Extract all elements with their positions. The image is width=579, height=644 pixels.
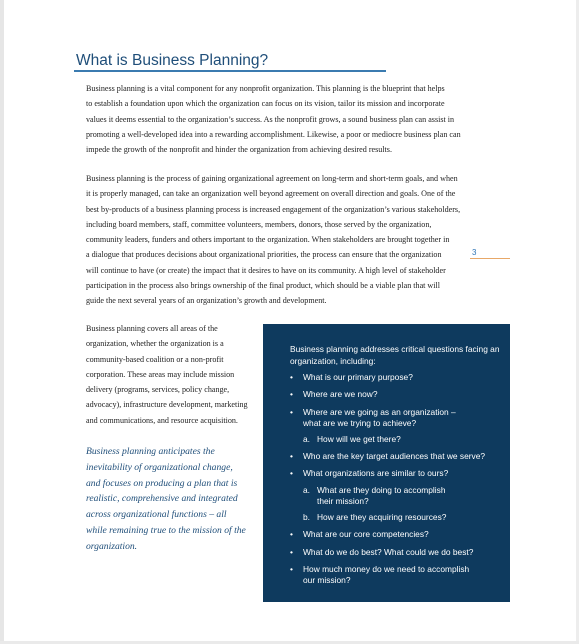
paragraph-line: and communications, and resource acquisition.	[86, 415, 238, 425]
paragraph-line: a dialogue that produces decisions about organizational priorities, the process can ensure that the organization	[86, 250, 442, 260]
question-text: Who are the key target audiences that we serve?	[303, 451, 486, 462]
paragraph-line: best by-products of a business planning process is increased engagement of the organization’s various stakeholders,	[86, 204, 461, 214]
sub-question-text: How will we get there?	[317, 433, 401, 444]
question-item	[290, 547, 505, 558]
question-text: What do we do best? What could we do best?	[303, 546, 474, 557]
paragraph-line: promoting a well-developed idea into a rewarding accomplishment. Likewise, a poor or mediocre business plan can	[86, 129, 461, 139]
sub-question-letter: a.	[303, 433, 310, 444]
paragraph-line: organization, whether the organization is a	[86, 339, 224, 349]
sub-question-item	[290, 512, 505, 523]
question-item	[290, 372, 505, 383]
paragraph-line: including board members, staff, committee volunteers, members, donors, those served by the organization,	[86, 219, 432, 229]
sub-question-letter: a.	[303, 484, 310, 495]
process-paragraph	[86, 171, 461, 309]
paragraph-line: impede the growth of the nonprofit and hinder the organization from achieving desired results.	[86, 145, 392, 155]
paragraph-line: delivery (programs, services, policy change,	[86, 385, 230, 395]
paragraph-line: Business planning is the process of gaining organizational agreement on long-term and short-term goals, and when	[86, 174, 458, 183]
sub-question-item	[290, 434, 505, 445]
paragraph-line: participation in the process also brings ownership of the final product, which should be a viable plan that will	[86, 281, 441, 291]
pull-quote	[86, 444, 261, 555]
paragraph-line: corporation. These areas may include mission	[86, 369, 235, 379]
bullet-icon: •	[290, 406, 293, 417]
question-text: What are our core competencies?	[303, 529, 429, 540]
bullet-icon: •	[290, 468, 293, 479]
question-item	[290, 407, 505, 429]
paragraph-line: community leaders, funders and others important to the organization. When stakeholders are brought together in	[86, 235, 450, 245]
box-intro: Business planning addresses critical questions facing an organization, including:	[290, 344, 500, 366]
paragraph-line: will continue to have (or create) the impact that it desires to have on its community. A high level of stakeholder	[86, 265, 446, 275]
questions-sidebar-box	[263, 324, 510, 602]
paragraph-line: to establish a foundation upon which the organization can focus on its vision, tailor its mission and incorporate	[86, 99, 445, 109]
question-text: Where are we now?	[303, 389, 378, 400]
quote-line: across organizational functions – all	[86, 509, 227, 521]
sub-question-text: their mission?	[317, 495, 369, 506]
quote-line: Business planning anticipates the	[86, 446, 215, 457]
sub-question-item	[290, 485, 505, 507]
quote-line: organization.	[86, 540, 138, 552]
question-item	[290, 389, 505, 400]
quote-line: realistic, comprehensive and integrated	[86, 493, 238, 505]
question-item	[290, 529, 505, 540]
intro-paragraph	[86, 81, 461, 157]
sub-question-text: How are they acquiring resources?	[317, 512, 447, 523]
question-text: Where are we going as an organization –	[303, 406, 456, 417]
paragraph-line: advocacy), infrastructure development, marketing	[86, 400, 248, 410]
paragraph-line: guide the next several years of an organization’s growth and development.	[86, 296, 327, 306]
paragraph-line: community-based coalition or a non-profit	[86, 354, 224, 364]
paragraph-line: values it deems essential to the organization’s success. As the nonprofit grows, a sound business plan can assist in	[86, 114, 455, 124]
page-number: 3	[472, 248, 477, 257]
question-item	[290, 451, 505, 462]
bullet-icon: •	[290, 546, 293, 557]
quote-line: and focuses on producing a plan that is	[86, 477, 238, 489]
paragraph-line: Business planning is a vital component for any nonprofit organization. This planning is the blueprint that helps	[86, 84, 445, 93]
question-text: What is our primary purpose?	[303, 372, 413, 382]
title-underline	[74, 70, 386, 72]
paragraph-line: Business planning covers all areas of the	[86, 324, 218, 333]
sub-question-letter: b.	[303, 512, 310, 523]
questions-list	[290, 372, 505, 592]
sub-question-text: What are they doing to accomplish	[317, 484, 446, 495]
page-title: What is Business Planning?	[76, 52, 269, 69]
quote-line: inevitability of organizational change,	[86, 461, 233, 473]
paragraph-line: it is properly managed, can take an organization well beyond agreement on overall direction and goals. One of the	[86, 189, 456, 199]
areas-paragraph	[86, 321, 256, 428]
question-item	[290, 564, 505, 586]
question-text: What organizations are similar to ours?	[303, 468, 449, 479]
question-text: our mission?	[303, 574, 351, 585]
page-edge-left	[0, 0, 4, 644]
bullet-icon: •	[290, 451, 293, 462]
question-text: How much money do we need to accomplish	[303, 563, 470, 574]
bullet-icon: •	[290, 529, 293, 540]
quote-line: while remaining true to the mission of the	[86, 524, 246, 536]
bullet-icon: •	[290, 563, 293, 574]
page-number-rule	[470, 258, 510, 259]
bullet-icon: •	[290, 372, 293, 382]
bullet-icon: •	[290, 389, 293, 400]
question-text: what are we trying to achieve?	[303, 417, 417, 428]
question-item	[290, 468, 505, 479]
